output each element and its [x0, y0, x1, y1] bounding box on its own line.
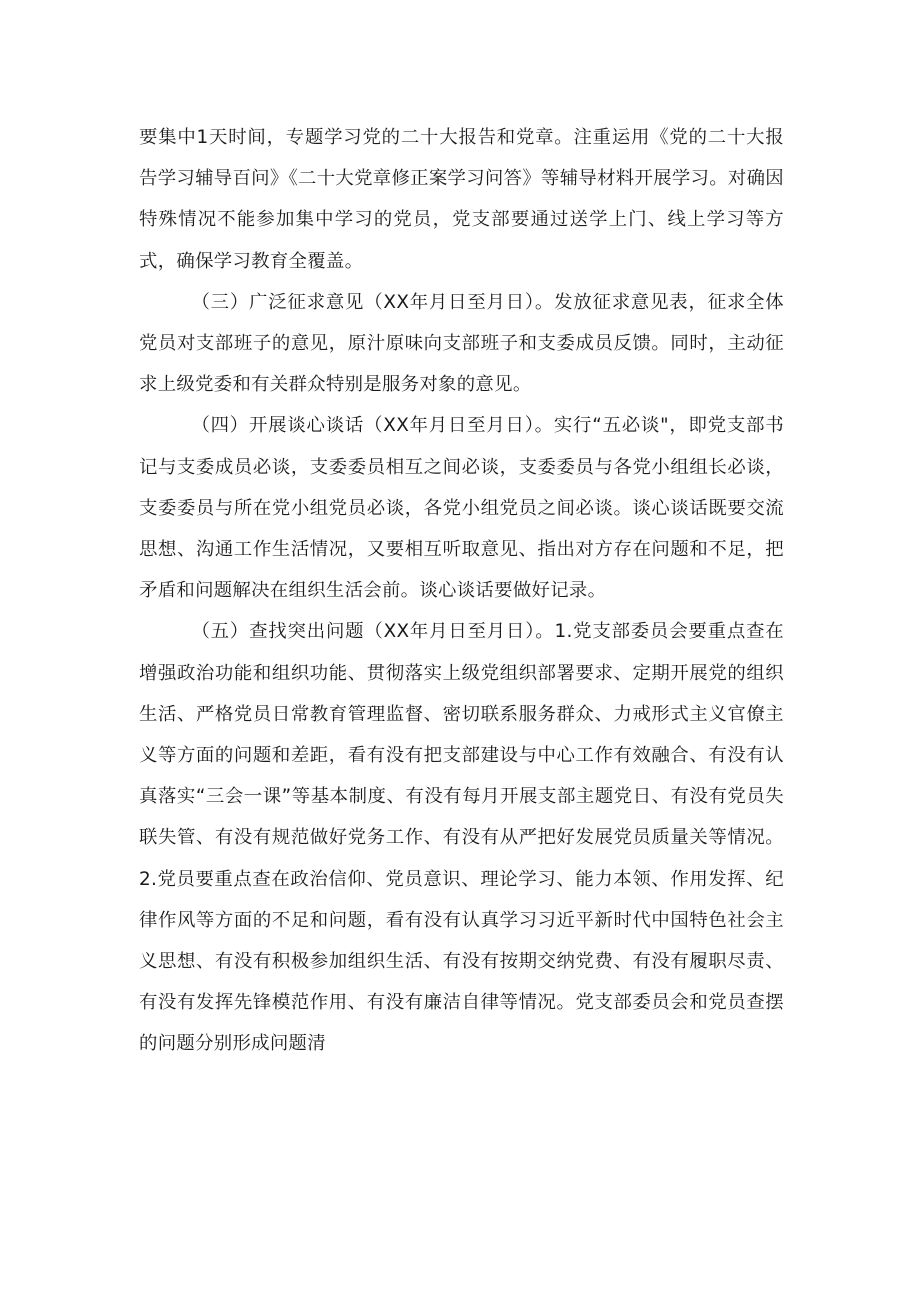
- paragraph-study-arrangement: 要集中1天时间，专题学习党的二十大报告和党章。注重运用《党的二十大报告学习辅导百问》《二十大党章修正案学习问答》等辅导材料开展学习。对确因特殊情况不能参加集中学习的党员，党支部要通过送学上门、线上学习等方式，确保学习教育全覆盖。: [139, 127, 784, 272]
- document-body: [139, 117, 784, 1065]
- paragraph-heart-to-heart-talks: （四）开展谈心谈话（XX年月日至月日）。实行“五必谈"，即党支部书记与支委成员必谈，支委委员相互之间必谈，支委委员与各党小组组长必谈，支委委员与所在党小组党员必谈，各党小组党员之间必谈。谈心谈话既要交流思想、沟通工作生活情况，又要相互听取意见、指出对方存在问题和不足，把矛盾和问题解决在组织生活会前。谈心谈话要做好记录。: [139, 415, 784, 602]
- paragraph-find-problems: （五）查找突出问题（XX年月日至月日）。1.党支部委员会要重点查在增强政治功能和组织功能、贯彻落实上级党组织部署要求、定期开展党的组织生活、严格党员日常教育管理监督、密切联系服务群众、力戒形式主义官僚主义等方面的问题和差距，看有没有把支部建设与中心工作有效融合、有没有认真落实“三会一课”等基本制度、有没有每月开展支部主题党日、有没有党员失联失管、有没有规范做好党务工作、有没有从严把好发展党员质量关等情况。2.党员要重点查在政治信仰、党员意识、理论学习、能力本领、作用发挥、纪律作风等方面的不足和问题，看有没有认真学习习近平新时代中国特色社会主义思想、有没有积极参加组织生活、有没有按期交纳党费、有没有履职尽责、有没有发挥先锋模范作用、有没有廉洁自律等情况。党支部委员会和党员查摆的问题分别形成问题清: [139, 621, 784, 1055]
- paragraph-solicit-opinions: （三）广泛征求意见（XX年月日至月日）。发放征求意见表，征求全体党员对支部班子的意见，原汁原味向支部班子和支委成员反馈。同时，主动征求上级党委和有关群众特别是服务对象的意见。: [139, 291, 784, 396]
